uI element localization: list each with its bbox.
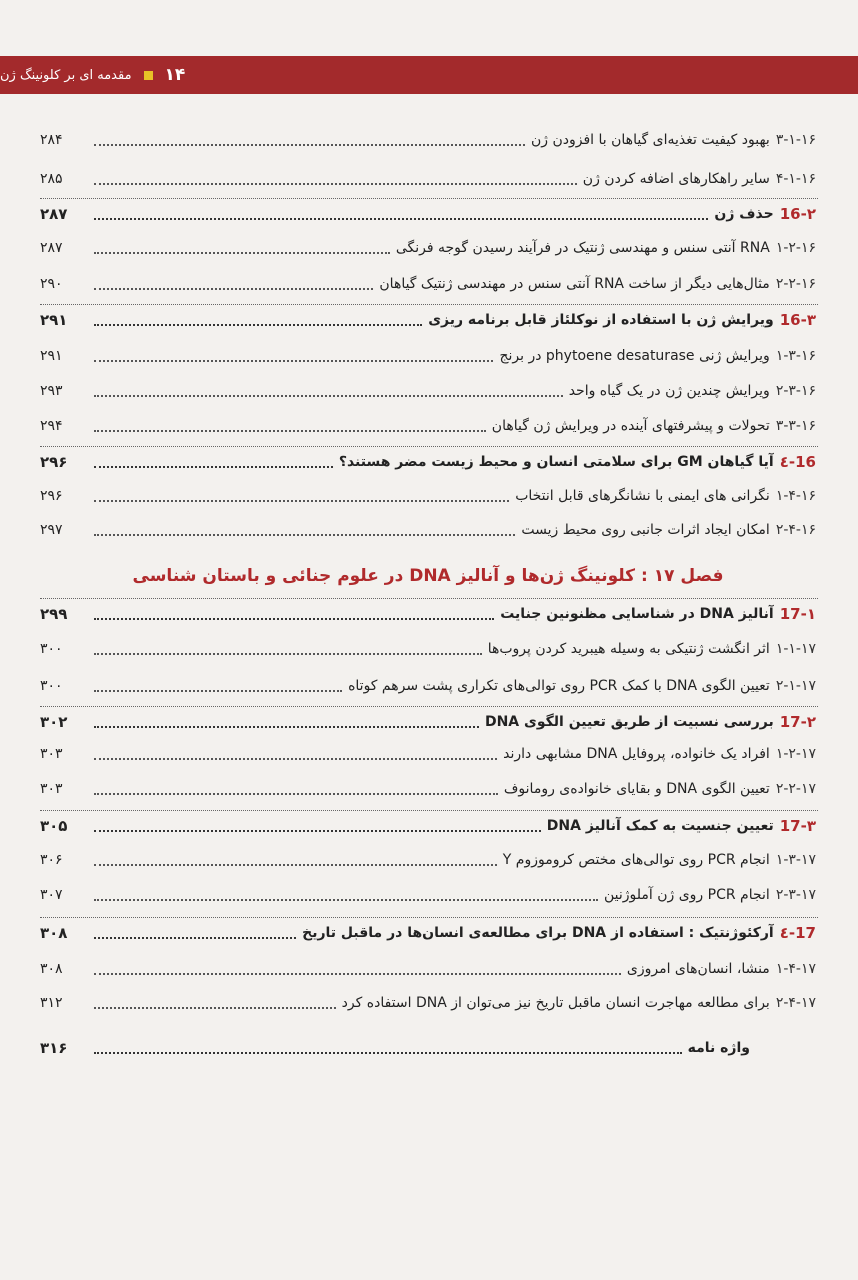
section-title: آرکئوژنتیک : استفاده از DNA برای مطالعه‌ی انسان‌ها در ماقبل تاریخ <box>302 925 774 941</box>
toc-entry <box>40 167 816 191</box>
leader-dots <box>94 324 422 326</box>
entry-number: ۱-۴-۱۷ <box>775 961 816 977</box>
leader-dots <box>94 653 482 655</box>
section-number: 17-٤ <box>779 924 816 942</box>
section-page: ۳۰۵ <box>40 817 68 835</box>
entry-number: ۲-۱-۱۷ <box>775 678 816 694</box>
entry-number: ۱-۲-۱۷ <box>775 746 816 762</box>
section-title: ویرایش ژن با استفاده از نوکلئاز قابل برنامه ریزی <box>428 312 774 328</box>
section-title: تعیین جنسیت به کمک آنالیز DNA <box>546 818 774 834</box>
leader-dots <box>94 830 541 832</box>
entry-page: ۲۹۳ <box>40 383 63 399</box>
section-page: ۲۸۷ <box>40 205 68 223</box>
toc-entry <box>40 128 816 152</box>
leader-dots <box>94 1007 336 1009</box>
section-page: ۲۹۱ <box>40 311 68 329</box>
entry-title: نگرانی های ایمنی با نشانگرهای قابل انتخاب <box>515 488 770 504</box>
entry-page: ۲۸۷ <box>40 240 63 256</box>
leader-dots <box>94 534 515 536</box>
section-divider <box>40 198 818 199</box>
entry-page: ۲۹۴ <box>40 418 63 434</box>
toc-entry <box>40 848 816 872</box>
toc-glossary <box>40 1036 816 1060</box>
entry-title: ویرایش چندین ژن در یک گیاه واحد <box>568 383 770 399</box>
entry-title: RNA آنتی سنس و مهندسی ژنتیک در فرآیند رسیدن گوجه فرنگی <box>395 240 770 256</box>
entry-page: ۳۰۷ <box>40 887 63 903</box>
entry-number: ۱-۳-۱۷ <box>775 852 816 868</box>
entry-page: ۳۰۶ <box>40 852 63 868</box>
section-divider <box>40 706 818 707</box>
leader-dots <box>94 937 296 939</box>
section-number: 17-۳ <box>779 817 816 835</box>
entry-title: منشا، انسان‌های امروزی <box>626 961 770 977</box>
leader-dots <box>94 690 342 692</box>
toc-entry <box>40 957 816 981</box>
section-divider <box>40 810 818 811</box>
leader-dots <box>94 183 577 185</box>
entry-number: ۲-۲-۱۶ <box>775 276 816 292</box>
leader-dots <box>94 218 708 220</box>
entry-number: ۴-۱-۱۶ <box>775 171 816 187</box>
leader-dots <box>94 252 390 254</box>
section-number: 16-۲ <box>779 205 816 223</box>
toc-entry <box>40 777 816 801</box>
leader-dots <box>94 395 563 397</box>
toc-entry <box>40 272 816 296</box>
entry-page: ۳۰۰ <box>40 641 63 657</box>
entry-number: ۲-۴-۱۷ <box>775 995 816 1011</box>
entry-title: انجام PCR روی توالی‌های مختص کروموزوم Y <box>502 852 770 868</box>
toc-entry <box>40 991 816 1015</box>
entry-title: اثر انگشت ژنتیکی به وسیله هیبرید کردن پروب‌ها <box>487 641 770 657</box>
entry-page: ۲۸۵ <box>40 171 63 187</box>
entry-page: ۳۰۳ <box>40 781 63 797</box>
entry-page: ۲۹۰ <box>40 276 63 292</box>
leader-dots <box>94 973 621 975</box>
entry-page: ۳۰۸ <box>40 961 63 977</box>
section-divider <box>40 598 818 599</box>
entry-title: مثال‌هایی دیگر از ساخت RNA آنتی سنس در مهندسی ژنتیک گیاهان <box>379 276 770 292</box>
entry-number: ۳-۳-۱۶ <box>775 418 816 434</box>
leader-dots <box>94 793 498 795</box>
entry-page: ۳۰۰ <box>40 678 63 694</box>
entry-page: ۲۹۷ <box>40 522 63 538</box>
entry-title: برای مطالعه مهاجرت انسان ماقبل تاریخ نیز می‌توان از DNA استفاده کرد <box>341 995 770 1011</box>
entry-title: افراد یک خانواده، پروفایل DNA مشابهی دارند <box>503 746 770 762</box>
leader-dots <box>94 864 497 866</box>
entry-title: سایر راهکارهای اضافه کردن ژن <box>582 171 770 187</box>
toc-section <box>40 814 816 838</box>
entry-page: ۲۹۶ <box>40 488 63 504</box>
section-page: ۲۹۶ <box>40 453 68 471</box>
glossary-page: ۳۱۶ <box>40 1039 68 1057</box>
toc-entry <box>40 674 816 698</box>
entry-title: ویرایش ژنی phytoene desaturase در برنج <box>499 348 770 364</box>
toc-section <box>40 308 816 332</box>
toc-entry <box>40 484 816 508</box>
leader-dots <box>94 430 486 432</box>
chapter-heading: فصل ۱۷ : کلونینگ ژن‌ها و آنالیز DNA در علوم جنائی و باستان شناسی <box>132 566 724 586</box>
section-divider <box>40 917 818 918</box>
entry-number: ۱-۳-۱۶ <box>775 348 816 364</box>
section-divider <box>40 446 818 447</box>
leader-dots <box>94 758 497 760</box>
toc-section <box>40 710 816 734</box>
entry-page: ۲۹۱ <box>40 348 63 364</box>
toc-section <box>40 202 816 226</box>
section-number: 17-۲ <box>779 713 816 731</box>
leader-dots <box>94 466 333 468</box>
entry-number: ۱-۲-۱۶ <box>775 240 816 256</box>
section-page: ۳۰۸ <box>40 924 68 942</box>
entry-number: ۲-۲-۱۷ <box>775 781 816 797</box>
section-number: 17-۱ <box>779 605 816 623</box>
entry-title: امکان ایجاد اثرات جانبی روی محیط زیست <box>521 522 770 538</box>
page-number: ۱۴ <box>164 65 186 85</box>
entry-page: ۲۸۴ <box>40 132 63 148</box>
entry-number: ۲-۳-۱۶ <box>775 383 816 399</box>
toc-entry <box>40 344 816 368</box>
glossary-title: واژه نامه <box>687 1040 750 1056</box>
section-number: 16-٤ <box>779 453 816 471</box>
entry-number: ۲-۳-۱۷ <box>775 887 816 903</box>
entry-title: تحولات و پیشرفتهای آینده در ویرایش ژن گیاهان <box>491 418 770 434</box>
section-page: ۳۰۲ <box>40 713 68 731</box>
toc-entry <box>40 518 816 542</box>
leader-dots <box>94 726 479 728</box>
entry-number: ۱-۱-۱۷ <box>775 641 816 657</box>
entry-title: تعیین الگوی DNA و بقایای خانواده‌ی رومانوف <box>503 781 770 797</box>
leader-dots <box>94 360 493 362</box>
leader-dots <box>94 288 373 290</box>
entry-title: تعیین الگوی DNA با کمک PCR روی توالی‌های تکراری پشت سرهم کوتاه <box>348 678 770 694</box>
toc-section <box>40 602 816 626</box>
entry-number: ۲-۴-۱۶ <box>775 522 816 538</box>
toc-entry <box>40 742 816 766</box>
toc-entry <box>40 236 816 260</box>
toc-section <box>40 450 816 474</box>
section-title: آنالیز DNA در شناسایی مظنونین جنایت <box>500 606 774 622</box>
section-divider <box>40 304 818 305</box>
toc-entry <box>40 379 816 403</box>
entry-title: بهبود کیفیت تغذیه‌ای گیاهان با افزودن ژن <box>531 132 770 148</box>
section-page: ۲۹۹ <box>40 605 68 623</box>
entry-title: انجام PCR روی ژن آملوژنین <box>603 887 770 903</box>
section-number: 16-۳ <box>779 311 816 329</box>
leader-dots <box>94 1052 682 1054</box>
entry-page: ۳۱۲ <box>40 995 63 1011</box>
section-title: بررسی نسبیت از طریق تعیین الگوی DNA <box>484 714 774 730</box>
toc-entry <box>40 637 816 661</box>
running-title: مقدمه ای بر کلونینگ ژن <box>0 67 132 83</box>
toc-section <box>40 921 816 945</box>
entry-page: ۳۰۳ <box>40 746 63 762</box>
leader-dots <box>94 618 494 620</box>
leader-dots <box>94 500 509 502</box>
leader-dots <box>94 144 525 146</box>
toc-entry <box>40 883 816 907</box>
entry-number: ۱-۴-۱۶ <box>775 488 816 504</box>
entry-number: ۳-۱-۱۶ <box>775 132 816 148</box>
section-title: حذف ژن <box>714 206 774 222</box>
leader-dots <box>94 899 598 901</box>
toc-entry <box>40 414 816 438</box>
section-title: آیا گیاهان GM برای سلامتی انسان و محیط زیست مضر هستند؟ <box>338 454 774 470</box>
